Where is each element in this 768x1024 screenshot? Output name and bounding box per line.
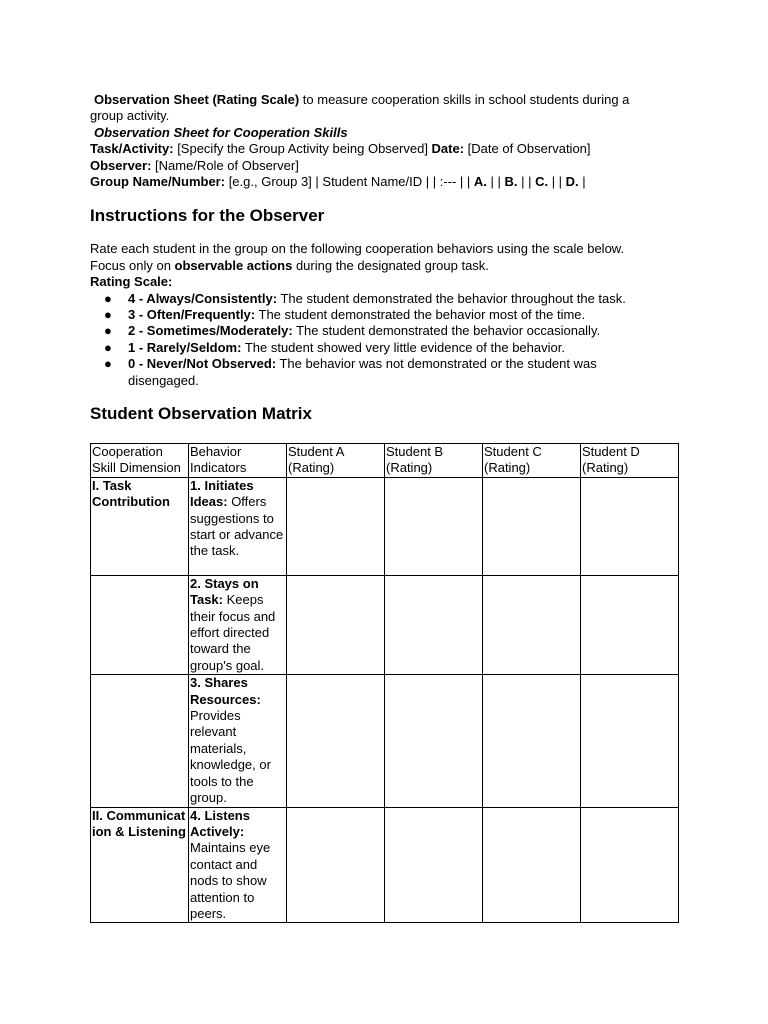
rating-scale-label: Rating Scale: [90, 274, 173, 290]
bullet-icon: ● [104, 323, 112, 339]
indicator-text: Keeps their focus and effort directed toward the group's goal. [190, 592, 276, 673]
rating-cell-student-a[interactable] [287, 575, 385, 674]
indicator-title: 3. Shares Resources: [190, 675, 261, 707]
subtitle-line [90, 125, 690, 141]
dimension-cell [91, 675, 189, 807]
instructions-para-2 [90, 258, 690, 274]
indicator-text: Offers suggestions to start or advance the task. [190, 494, 284, 559]
rating-cell-student-c[interactable] [483, 675, 581, 807]
rating-cell-student-d[interactable] [581, 477, 679, 575]
dimension-cell: II. Communication & Listening [91, 807, 189, 923]
sheet-title: Observation Sheet (Rating Scale) [94, 92, 300, 107]
indicator-cell [189, 675, 287, 807]
observer-line [90, 158, 690, 174]
rating-cell-student-d[interactable] [581, 675, 679, 807]
group-sep-2: | | [517, 174, 536, 190]
rating-cell-student-c[interactable] [483, 575, 581, 674]
rating-scale-item [90, 356, 628, 389]
scale-item-label: 2 - Sometimes/Moderately: [128, 323, 293, 339]
observer-value: [Name/Role of Observer] [151, 157, 299, 173]
rating-scale-item [90, 323, 690, 339]
header-student-a: Student A (Rating) [287, 444, 385, 478]
indicator-title: 1. Initiates Ideas: [190, 477, 254, 510]
header-indicators: Behavior Indicators [189, 444, 287, 478]
table-row [91, 575, 679, 674]
scale-item-text: The student showed very little evidence of the behavior. [241, 339, 565, 355]
bullet-icon: ● [104, 307, 112, 323]
rating-scale-list [90, 291, 690, 389]
group-sep-1: | | [486, 174, 505, 190]
rating-scale-item [90, 340, 690, 356]
rating-cell-student-b[interactable] [385, 477, 483, 575]
rating-cell-student-a[interactable] [287, 675, 385, 807]
group-line [90, 174, 690, 190]
task-label: Task/Activity: [90, 141, 174, 157]
scale-item-label: 1 - Rarely/Seldom: [128, 339, 242, 355]
indicator-title: 2. Stays on Task: [190, 575, 259, 608]
date-label: Date: [431, 141, 465, 157]
instructions-para-2-bold: observable actions [174, 257, 293, 273]
scale-item-label: 0 - Never/Not Observed: [128, 356, 277, 372]
header-student-c: Student C (Rating) [483, 444, 581, 478]
rating-cell-student-d[interactable] [581, 807, 679, 923]
sheet-title-rest-2: group activity. [90, 108, 170, 124]
scale-item-text: The behavior was not demonstrated or the student was disengaged. [128, 356, 597, 388]
table-row [91, 807, 679, 923]
bullet-icon: ● [104, 290, 112, 306]
bullet-icon: ● [104, 339, 112, 355]
rating-cell-student-b[interactable] [385, 575, 483, 674]
scale-item-label: 4 - Always/Consistently: [128, 290, 278, 306]
group-label: Group Name/Number: [90, 174, 226, 190]
indicator-cell [189, 807, 287, 923]
group-c: C. [535, 174, 549, 190]
header-dimension: Cooperation Skill Dimension [91, 444, 189, 478]
task-line [90, 141, 690, 157]
sheet-subtitle: Observation Sheet for Cooperation Skills [94, 124, 348, 140]
indicator-cell [189, 477, 287, 575]
rating-scale-item [90, 307, 690, 323]
bullet-icon: ● [104, 356, 112, 372]
observer-label: Observer: [90, 157, 152, 173]
instructions-para-2-post: during the designated group task. [292, 257, 489, 273]
group-sep-3: | | [548, 174, 566, 190]
table-row [91, 675, 679, 807]
rating-cell-student-d[interactable] [581, 575, 679, 674]
group-d: D. [565, 174, 579, 190]
scale-item-text: The student demonstrated the behavior occasionally. [292, 323, 601, 339]
dimension-cell [91, 575, 189, 674]
dimension-cell: I. Task Contribution [91, 477, 189, 575]
instructions-heading: Instructions for the Observer [90, 206, 325, 226]
group-b: B. [504, 174, 518, 190]
intro-title-line [90, 92, 690, 108]
indicator-cell [189, 575, 287, 674]
observation-matrix-table [90, 443, 679, 923]
rating-cell-student-b[interactable] [385, 675, 483, 807]
rating-cell-student-a[interactable] [287, 477, 385, 575]
rating-cell-student-c[interactable] [483, 477, 581, 575]
indicator-text: Provides relevant materials, knowledge, or tools to the group. [190, 708, 271, 806]
rating-cell-student-c[interactable] [483, 807, 581, 923]
task-value: [Specify the Group Activity being Observed] [173, 141, 432, 157]
rating-scale-item [90, 291, 690, 307]
document-body [90, 92, 690, 424]
indicator-text: Maintains eye contact and nods to show attention to peers. [190, 840, 271, 921]
instructions-para-2-pre: Focus only on [90, 257, 175, 273]
scale-item-label: 3 - Often/Frequently: [128, 307, 256, 323]
scale-item-text: The student demonstrated the behavior throughout the task. [277, 290, 626, 306]
intro-title-line-2 [90, 108, 690, 124]
scale-item-text: The student demonstrated the behavior most of the time. [255, 307, 586, 323]
group-value: [e.g., Group 3] | Student Name/ID | | :--- | | [225, 174, 474, 190]
header-student-b: Student B (Rating) [385, 444, 483, 478]
sheet-title-rest: to measure cooperation skills in school students during a [299, 92, 630, 107]
rating-cell-student-b[interactable] [385, 807, 483, 923]
indicator-title: 4. Listens Actively: [190, 807, 250, 839]
date-value: [Date of Observation] [464, 141, 591, 157]
group-end: | [578, 174, 586, 190]
rating-cell-student-a[interactable] [287, 807, 385, 923]
instructions-para-1: Rate each student in the group on the following cooperation behaviors using the scale below. [90, 241, 625, 257]
header-student-d: Student D (Rating) [581, 444, 679, 478]
group-a: A. [473, 174, 487, 190]
table-header-row [91, 444, 679, 478]
matrix-heading: Student Observation Matrix [90, 404, 312, 424]
table-row [91, 477, 679, 575]
